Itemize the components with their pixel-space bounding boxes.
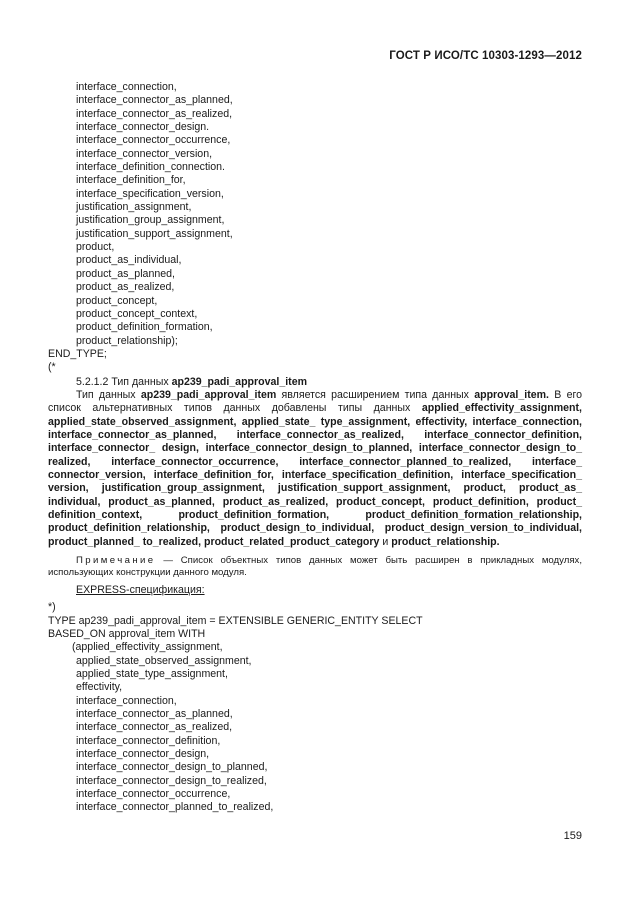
- list-item: interface_connector_as_planned,: [76, 94, 233, 107]
- para-type-name: ap239_padi_approval_item: [140, 388, 277, 401]
- list-item: applied_state_type_assignment,: [76, 667, 228, 680]
- para-text-2: является расширением типа данных: [276, 388, 475, 401]
- comment-open: (*: [48, 361, 56, 374]
- select-list-first-item: (applied_effectivity_assignment,: [72, 641, 223, 654]
- list-item: interface_connector_definition,: [76, 734, 221, 747]
- list-item: interface_connector_design.: [76, 121, 210, 134]
- page-content: [48, 81, 582, 815]
- list-item: product_relationship);: [76, 334, 178, 347]
- select-list-bottom: [48, 655, 582, 815]
- list-item: product_concept_context,: [76, 307, 198, 320]
- list-item: product,: [76, 241, 115, 254]
- list-item: interface_connection,: [76, 694, 177, 707]
- para-text-3: В его список альтернативных типов данных добавлены типы данных: [48, 388, 582, 415]
- para-conjunction: и: [379, 535, 392, 548]
- page-number: 159: [563, 830, 582, 842]
- para-last-type: product_relationship.: [391, 535, 500, 548]
- note-text: — Список объектных типов данных может быть расширен в прикладных модулях, использующих конструкции данного модуля.: [48, 555, 582, 579]
- list-item: justification_support_assignment,: [76, 227, 233, 240]
- list-item: interface_connector_occurrence,: [76, 788, 231, 800]
- list-item: interface_definition_for,: [76, 174, 186, 187]
- based-on-line: BASED_ON approval_item WITH: [48, 627, 206, 640]
- select-list-top: [48, 81, 582, 348]
- list-item: interface_connector_design,: [76, 747, 210, 760]
- express-label-text: EXPRESS-спецификация:: [76, 583, 205, 596]
- list-item: product_as_realized,: [76, 281, 175, 294]
- list-item: interface_connector_version,: [76, 147, 213, 160]
- list-item: applied_state_observed_assignment,: [76, 654, 252, 667]
- type-declaration: TYPE ap239_padi_approval_item = EXTENSIBLE GENERIC_ENTITY SELECT: [48, 614, 423, 627]
- list-item: interface_connector_as_realized,: [76, 721, 233, 734]
- list-item: product_as_individual,: [76, 254, 182, 267]
- para-text-1: Тип данных: [76, 388, 141, 401]
- list-item: interface_definition_connection.: [76, 161, 226, 174]
- list-item: interface_connector_planned_to_realized,: [76, 801, 274, 814]
- document-header: ГОСТ Р ИСО/ТС 10303-1293—2012: [389, 50, 582, 62]
- list-item: interface_connection,: [76, 81, 177, 93]
- para-base-type: approval_item.: [474, 388, 549, 401]
- list-item: interface_connector_design_to_planned,: [76, 761, 268, 774]
- list-item: effectivity,: [76, 681, 123, 694]
- section-heading: [48, 376, 582, 389]
- section-number-label: 5.2.1.2 Тип данных: [76, 375, 172, 388]
- list-item: product_concept,: [76, 294, 158, 307]
- list-item: justification_assignment,: [76, 201, 192, 214]
- list-item: interface_connector_design_to_realized,: [76, 774, 267, 787]
- express-spec-label: [48, 584, 582, 597]
- para-types-list: applied_effectivity_assignment, applied_state_observed_assignment, applied_state_ type_assignment, effectivity, interface_connection, interface_connector_as_planned, interface_connector_as_realized, interface_connector_definition, interface_connector_ design, interface_connector_design_to_planned, interface_connector_design_to_ realized, interface_connector_occurrence, interface_connector_planned_to_realized, interface_ connector_version, interface_definition_for, interface_specification_definition, interface_specification_ version, justification_group_assignment, justification_support_assignment, product, product_as_ individual, product_as_planned, product_as_realized, product_concept, product_definition, product_ definition_context, product_definition_formation, product_definition_formation_relationship, product_definition_relationship, product_design_to_individual, product_design_version_to_individual, product_planned_ to_realized, product_related_product_category: [48, 402, 582, 548]
- comment-close: *): [48, 601, 56, 614]
- note-paragraph: [48, 555, 582, 580]
- list-item: interface_connector_occurrence,: [76, 134, 231, 147]
- list-item: product_as_planned,: [76, 267, 175, 280]
- list-item: interface_connector_as_planned,: [76, 707, 233, 720]
- list-item: interface_connector_as_realized,: [76, 107, 233, 120]
- note-label: Примечание: [76, 555, 156, 567]
- end-type-line: END_TYPE;: [48, 347, 107, 360]
- section-type-name: ap239_padi_approval_item: [171, 375, 308, 388]
- list-item: product_definition_formation,: [76, 321, 213, 334]
- description-paragraph: [48, 389, 582, 549]
- list-item: interface_specification_version,: [76, 187, 224, 200]
- list-item: justification_group_assignment,: [76, 214, 225, 227]
